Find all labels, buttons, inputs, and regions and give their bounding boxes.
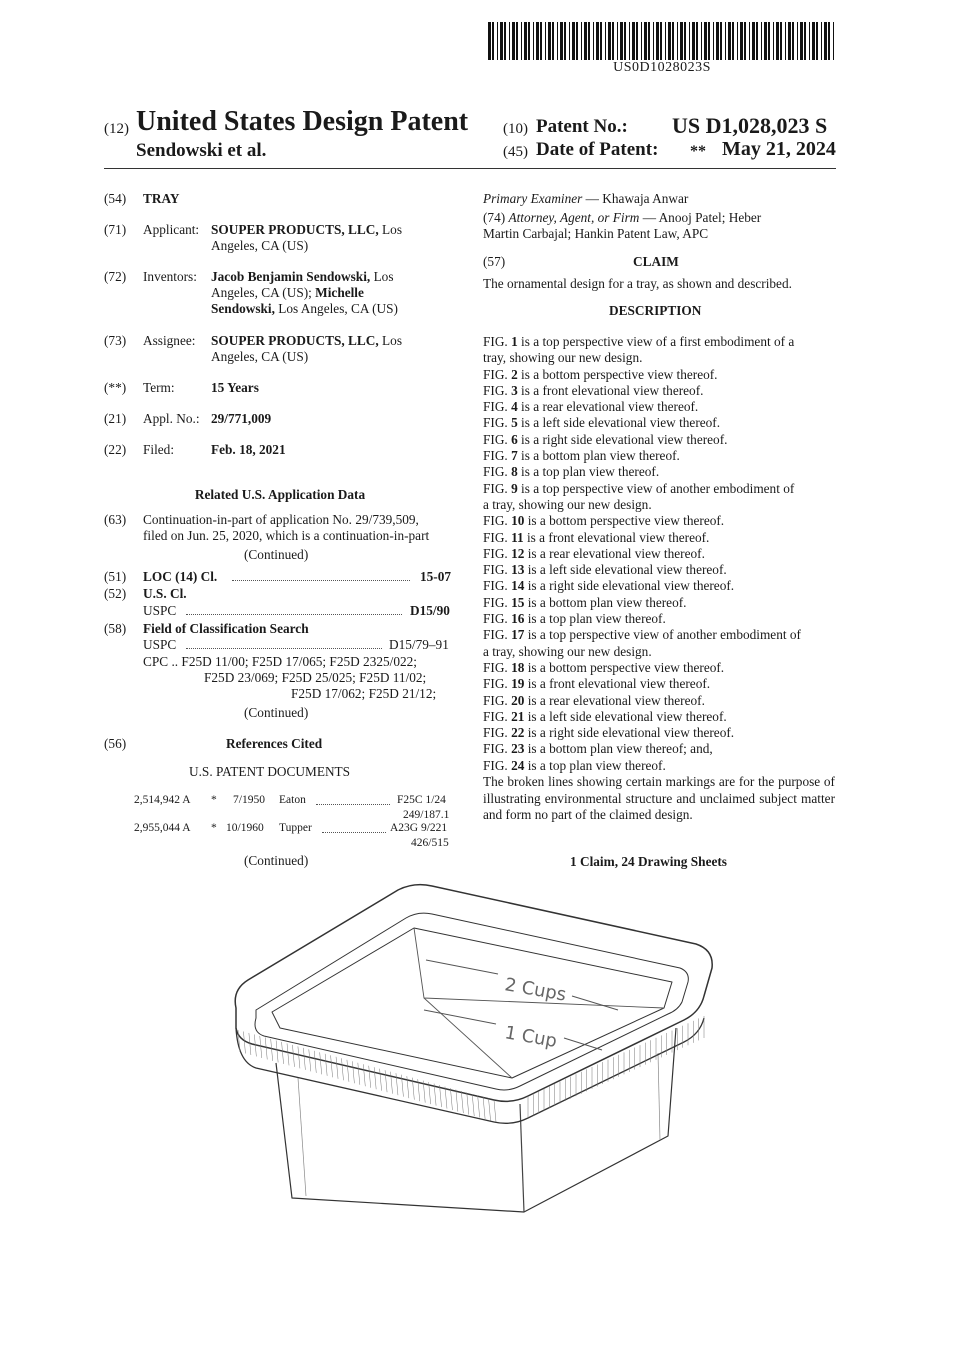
figure-description-line: FIG. 12 is a rear elevational view thereof. [483,545,705,561]
figure-description-line: FIG. 20 is a rear elevational view thereof. [483,692,705,708]
design-title: TRAY [143,191,180,206]
assignee-line1: SOUPER PRODUCTS, LLC, Los [211,333,402,348]
ref-number: 2,955,044 A [134,822,191,834]
figure-description-line: FIG. 3 is a front elevational view thereof. [483,382,704,398]
figure-description-line: FIG. 23 is a bottom plan view thereof; and, [483,741,713,757]
figure-description-line: FIG. 16 is a top plan view thereof. [483,611,666,627]
uscl-value: D15/90 [410,603,450,618]
continued-2: (Continued) [244,705,309,720]
uscl-code: (52) [104,586,127,601]
uscl-leader [186,614,402,615]
figure-description-line: FIG. 15 is a bottom plan view thereof. [483,594,687,610]
cont-line2: filed on Jun. 25, 2020, which is a continuation-in-part [143,528,430,543]
title-code: (54) [104,191,127,206]
assignee-label: Assignee: [143,333,196,348]
cpc-line3: F25D 17/062; F25D 21/12; [291,686,437,701]
inventors-line2: Angeles, CA (US); Michelle [211,285,364,300]
claim-heading: CLAIM [633,254,679,269]
figure-description-line: FIG. 13 is a left side elevational view thereof. [483,562,727,578]
cpc-line2: F25D 23/069; F25D 25/025; F25D 11/02; [204,670,427,685]
code-45: (45) [503,144,528,160]
patent-number: US D1,028,023 S [672,113,828,138]
field-label: Field of Classification Search [143,621,309,636]
figure-description-line: FIG. 10 is a bottom perspective view thereof. [483,513,725,529]
figure-description-line: FIG. 5 is a left side elevational view thereof. [483,415,721,431]
ref-date: 10/1960 [226,822,264,834]
applicant-line1: SOUPER PRODUCTS, LLC, Los [211,222,402,237]
applicant-label: Applicant: [143,222,200,237]
figure-description-line: FIG. 11 is a front elevational view thereof. [483,529,710,545]
appl-number: 29/771,009 [211,411,272,426]
loc-code: (51) [104,569,127,584]
ref-class2: 249/187.1 [403,809,450,821]
ref-star: * [211,822,217,834]
uscl-sub: USPC [143,603,177,618]
figure-description-line: FIG. 1 is a top perspective view of a first embodiment of a [483,334,795,349]
tray-label-upper: 2 Cups [503,974,568,1006]
figure-descriptions [483,334,835,774]
filed-code: (22) [104,442,127,457]
figure-description-line: FIG. 6 is a right side elevational view thereof. [483,431,728,447]
figure-description-line: FIG. 8 is a top plan view thereof. [483,464,660,480]
figure-description-line: tray, showing our new design. [483,350,643,366]
figure-description-line: FIG. 22 is a right side elevational view thereof. [483,725,735,741]
refs-heading: References Cited [226,736,323,751]
loc-leader [232,580,410,581]
figure-description-line: FIG. 24 is a top plan view thereof. [483,757,666,773]
ref-date: 7/1950 [233,794,265,806]
assignee-line2: Angeles, CA (US) [211,349,309,364]
attorney-line1: (74) Attorney, Agent, or Firm — Anooj Patel; Heber [483,210,762,225]
figure-description-line: FIG. 4 is a rear elevational view thereof. [483,399,699,415]
filed-date: Feb. 18, 2021 [211,442,286,457]
patent-date: May 21, 2024 [722,138,836,160]
figure-description-line: a tray, showing our new design. [483,496,652,512]
assignee-code: (73) [104,333,127,348]
claim-code: (57) [483,254,506,269]
continued-1: (Continued) [244,547,309,562]
related-heading: Related U.S. Application Data [194,487,366,502]
term-value: 15 Years [211,380,259,395]
field-uspc-value: D15/79–91 [389,637,449,652]
inventors-label: Inventors: [143,269,197,284]
figure-description-line: FIG. 17 is a top perspective view of another embodiment of [483,627,801,643]
code-12: (12) [104,121,129,137]
filed-label: Filed: [143,442,175,457]
figure-description-line: FIG. 19 is a front elevational view thereof. [483,676,711,692]
appl-label: Appl. No.: [143,411,200,426]
cpc-line1: CPC .. F25D 11/00; F25D 17/065; F25D 2325/022; [143,654,417,669]
patent-no-label: Patent No.: [536,116,628,137]
ref-name: Tupper [279,822,312,834]
ref-name: Eaton [279,794,306,806]
code-10: (10) [503,121,528,137]
us-docs-heading: U.S. PATENT DOCUMENTS [189,764,351,779]
inventors-line1: Jacob Benjamin Sendowski, Los [211,269,394,284]
loc-label: LOC (14) Cl. [143,569,218,584]
inventors-code: (72) [104,269,127,284]
applicant-line2: Angeles, CA (US) [211,238,309,253]
appl-code: (21) [104,411,127,426]
patent-type-title: United States Design Patent [136,106,469,137]
barcode [488,22,836,60]
ref-leader [316,804,390,805]
header-rule [104,168,836,169]
tray-label-lower: 1 Cup [503,1022,559,1053]
inventors-line3: Sendowski, Los Angeles, CA (US) [211,301,398,316]
date-mark: ** [690,143,706,160]
figure-description-line: a tray, showing our new design. [483,643,652,659]
figure-description-line: FIG. 2 is a bottom perspective view thereof. [483,366,718,382]
ref-star: * [211,794,217,806]
figure-description-line: FIG. 18 is a bottom perspective view thereof. [483,659,725,675]
figure-description-line: FIG. 14 is a right side elevational view thereof. [483,578,735,594]
loc-value: 15-07 [420,569,452,584]
continued-3: (Continued) [244,853,309,868]
field-code: (58) [104,621,127,636]
field-leader [186,648,382,649]
term-code: (**) [104,380,127,395]
broken-lines-note: The broken lines showing certain markings are for the purpose of illustrating environmental structure and unclaimed subject matter and form no part of the claimed design. [483,774,835,822]
figure-description-line: FIG. 7 is a bottom plan view thereof. [483,448,680,464]
ref-number: 2,514,942 A [134,794,191,806]
figure-description-line: FIG. 21 is a left side elevational view thereof. [483,708,727,724]
description-heading: DESCRIPTION [609,303,702,318]
cont-code: (63) [104,512,127,527]
claims-sheets-count: 1 Claim, 24 Drawing Sheets [570,854,727,869]
inventor-short: Sendowski et al. [136,140,267,161]
cont-line1: Continuation-in-part of application No. 29/739,509, [143,512,419,527]
examiner-line: Primary Examiner — Khawaja Anwar [483,191,689,206]
ref-class2: 426/515 [411,837,449,849]
date-label: Date of Patent: [536,139,659,160]
ref-class: F25C 1/24 [397,794,446,806]
tray-drawing [228,878,748,1218]
barcode-number: US0D1028023S [613,60,711,75]
uscl-label: U.S. Cl. [143,586,187,601]
term-label: Term: [143,380,175,395]
claim-text: The ornamental design for a tray, as shown and described. [483,276,792,291]
figure-description-line: FIG. 9 is a top perspective view of another embodiment of [483,480,795,496]
refs-code: (56) [104,736,127,751]
ref-class: A23G 9/221 [390,822,448,834]
field-uspc: USPC [143,637,177,652]
ref-leader [322,832,386,833]
attorney-line2: Martin Carbajal; Hankin Patent Law, APC [483,226,709,241]
applicant-code: (71) [104,222,127,237]
